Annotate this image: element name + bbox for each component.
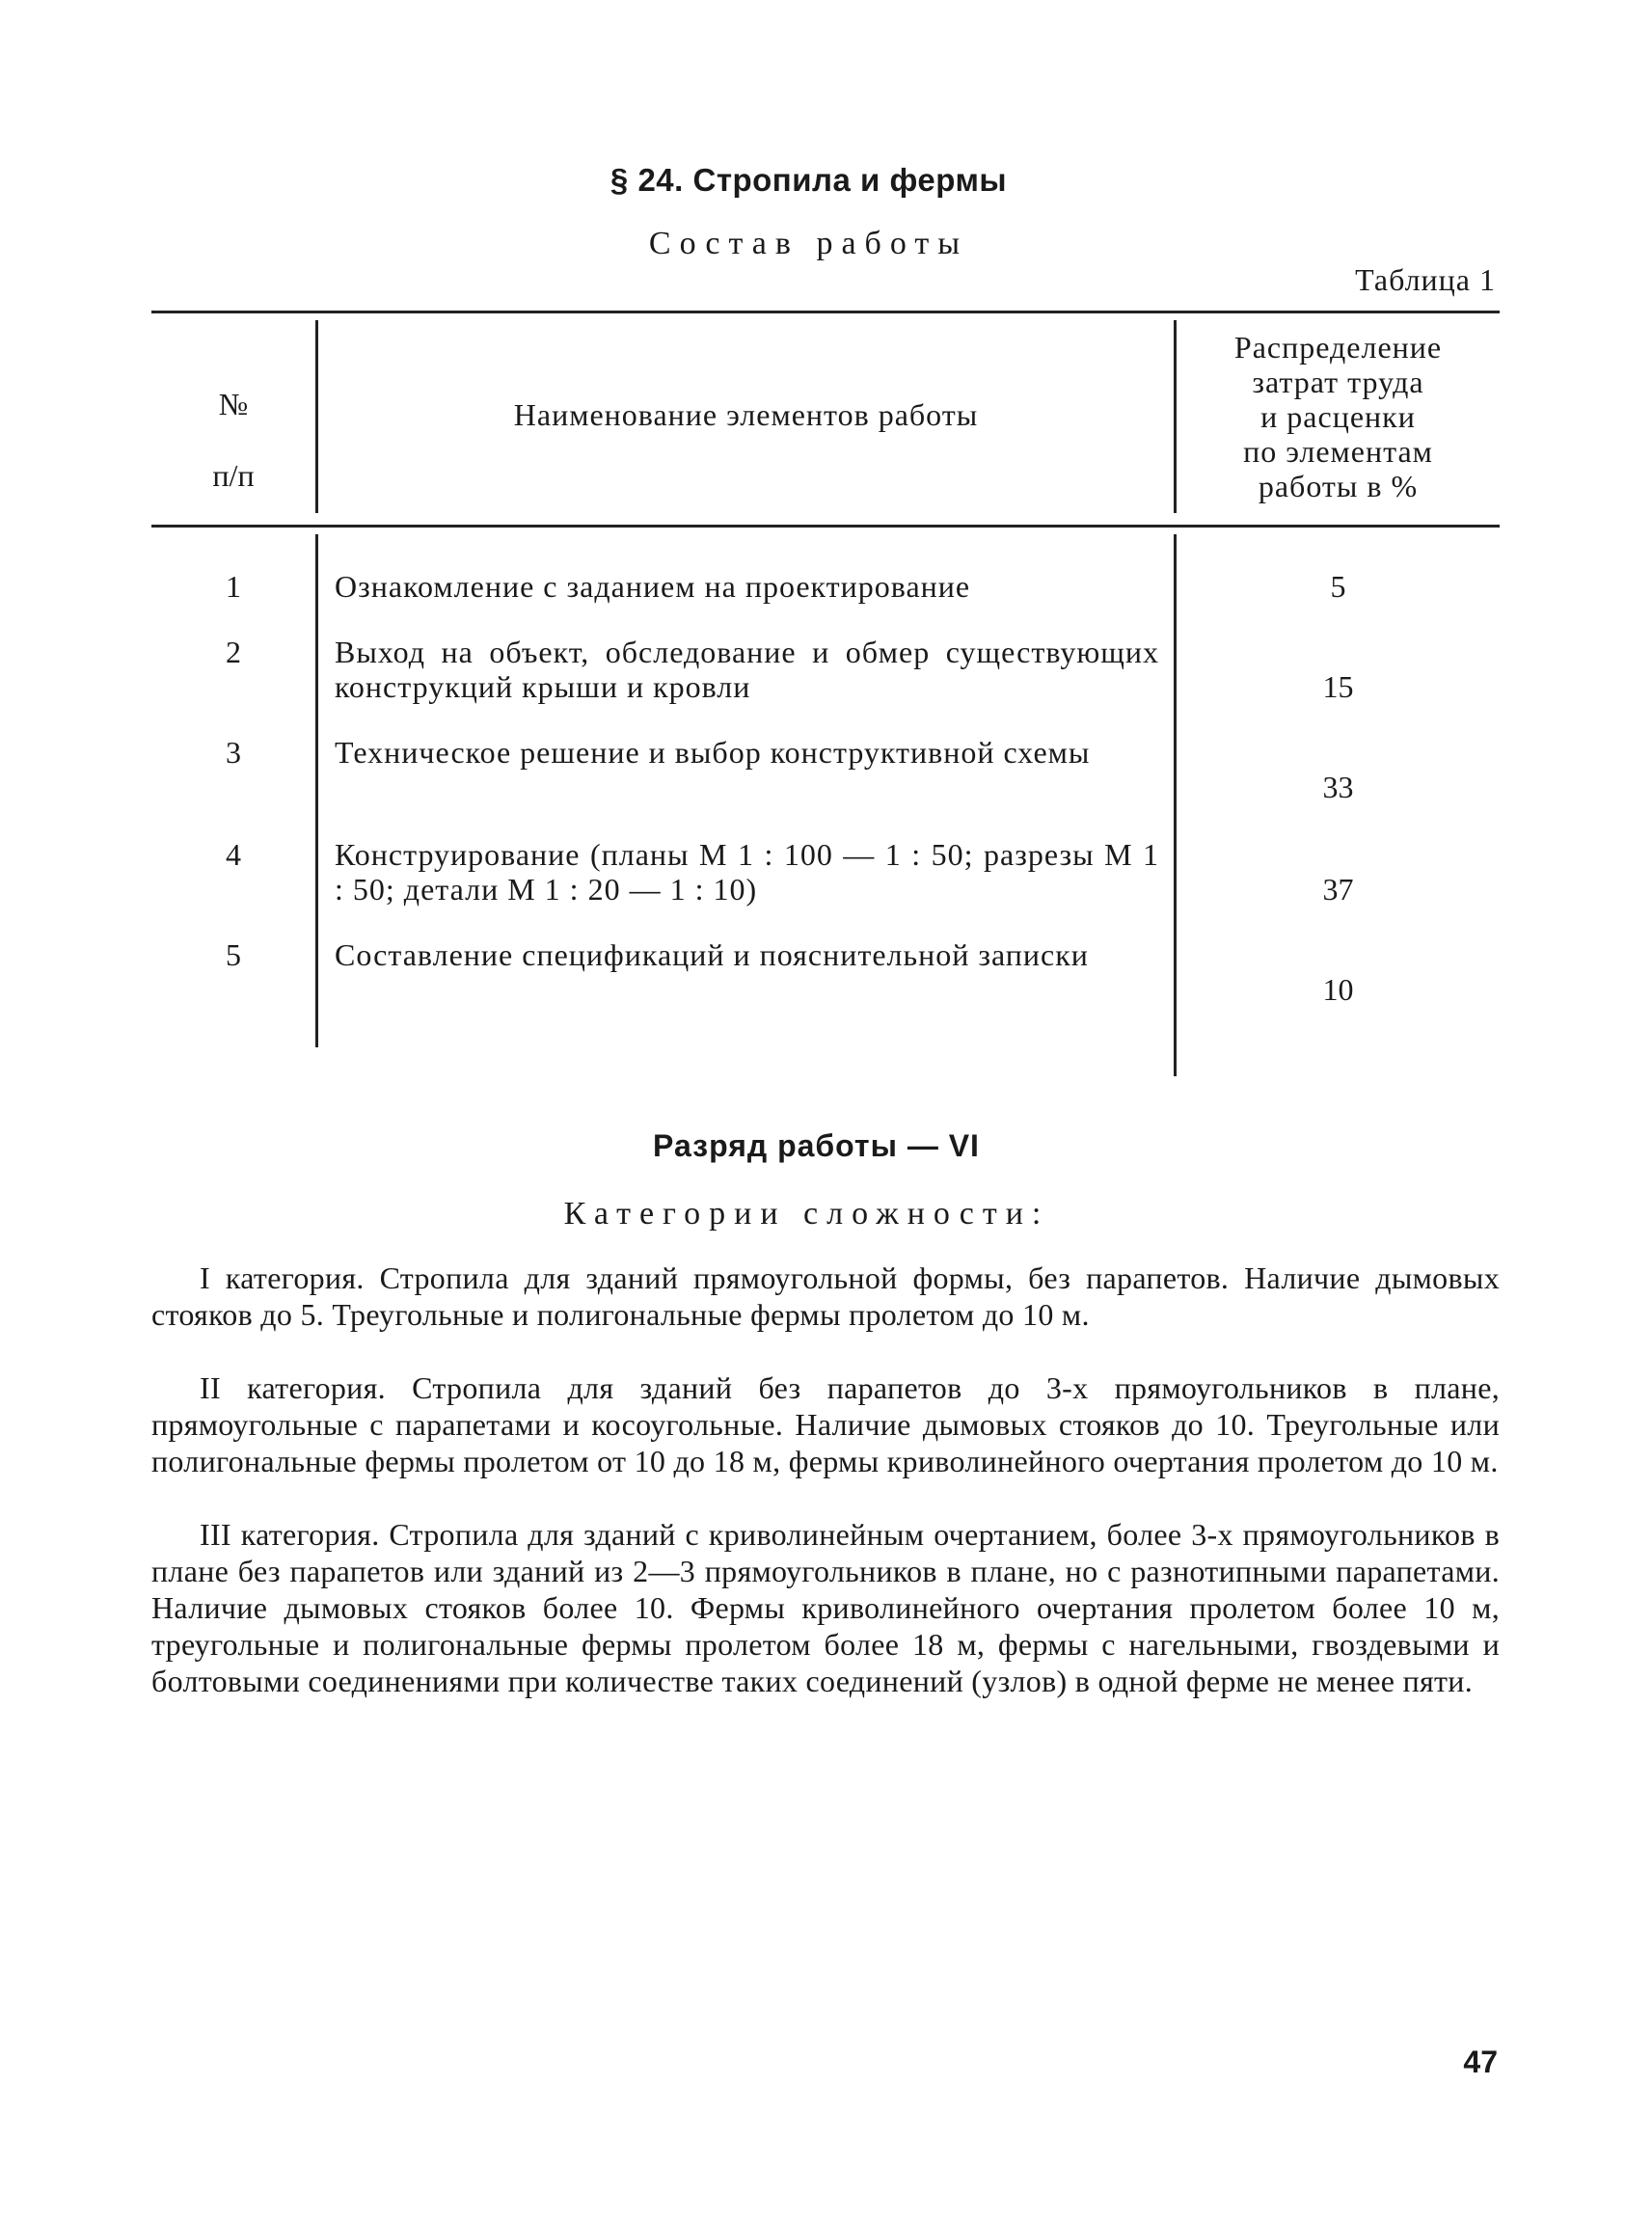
- row-3-value: 33: [1322, 770, 1354, 804]
- categories-title: Категории сложности:: [563, 1196, 1050, 1232]
- header-distribution-column: [1177, 330, 1500, 503]
- row-1-value: 5: [1330, 569, 1346, 604]
- row-5-value: 10: [1322, 972, 1354, 1007]
- row-5-name: Составление спецификаций и пояснительной записки: [335, 937, 1089, 972]
- header-dist-line: по элементам: [1243, 434, 1433, 469]
- header-dist-line: работы в %: [1258, 469, 1419, 503]
- header-dist-line: Распределение: [1233, 330, 1443, 365]
- row-5-number: 5: [226, 937, 241, 972]
- row-2-number: 2: [226, 635, 241, 669]
- row-1-number: 1: [226, 569, 241, 604]
- category-1-paragraph: I категория. Стропила для зданий прямоугольной формы, без парапетов. Наличие дымовых стояков до 5. Треугольные и полигональные фермы пролетом до 10 м.: [151, 1260, 1500, 1332]
- row-3-number: 3: [226, 735, 241, 770]
- header-dist-line: затрат труда: [1252, 365, 1424, 399]
- work-grade: Разряд работы — VI: [653, 1128, 980, 1163]
- page-number: 47: [1463, 2045, 1498, 2079]
- section-title: § 24. Стропила и фермы: [609, 162, 1008, 198]
- header-number-column: [151, 368, 315, 511]
- row-2-value: 15: [1322, 669, 1354, 704]
- table-header-rule: [151, 525, 1500, 528]
- header-number-abbrev: п/п: [212, 458, 255, 493]
- row-4-number: 4: [226, 837, 241, 872]
- work-composition-table: [151, 311, 1500, 1086]
- subtitle: Состав работы: [648, 226, 969, 261]
- row-2-name: Выход на объект, обследование и обмер существующих конструкций крыши и кровли: [335, 635, 1159, 704]
- body-divider-1: [315, 534, 318, 1047]
- category-3-paragraph: III категория. Стропила для зданий с криволинейным очертанием, более 3-х прямоугольников в плане без парапетов или зданий из 2—3 прямоугольников в плане, но с разнотипными парапетами. Наличие дымовых стояков более 10. Фермы криволинейного очертания пролетом более 10 м, треугольные и полигональные фермы пролетом более 18 м, фермы с нагельными, гвоздевыми и болтовыми соединениями при количестве таких соединений (узлов) в одной ферме не менее пяти.: [151, 1517, 1500, 1698]
- row-4-name: Конструирование (планы М 1 : 100 — 1 : 50; разрезы М 1 : 50; детали М 1 : 20 — 1 : 10): [335, 837, 1159, 907]
- table-top-rule: [151, 311, 1500, 313]
- row-3-name: Техническое решение и выбор конструктивной схемы: [335, 735, 1091, 770]
- row-1-name: Ознакомление с заданием на проектирование: [335, 569, 971, 604]
- header-name-column: Наименование элементов работы: [513, 397, 979, 432]
- header-dist-line: и расценки: [1260, 399, 1416, 434]
- header-number-symbol: №: [218, 387, 249, 421]
- category-2-paragraph: II категория. Стропила для зданий без парапетов до 3-х прямоугольников в плане, прямоугольные с парапетами и косоугольные. Наличие дымовых стояков до 10. Треугольные или полигональные фермы пролетом от 10 до 18 м, фермы криволинейного очертания пролетом до 10 м.: [151, 1370, 1500, 1478]
- table-label: Таблица 1: [1355, 262, 1496, 297]
- row-4-value: 37: [1322, 872, 1354, 907]
